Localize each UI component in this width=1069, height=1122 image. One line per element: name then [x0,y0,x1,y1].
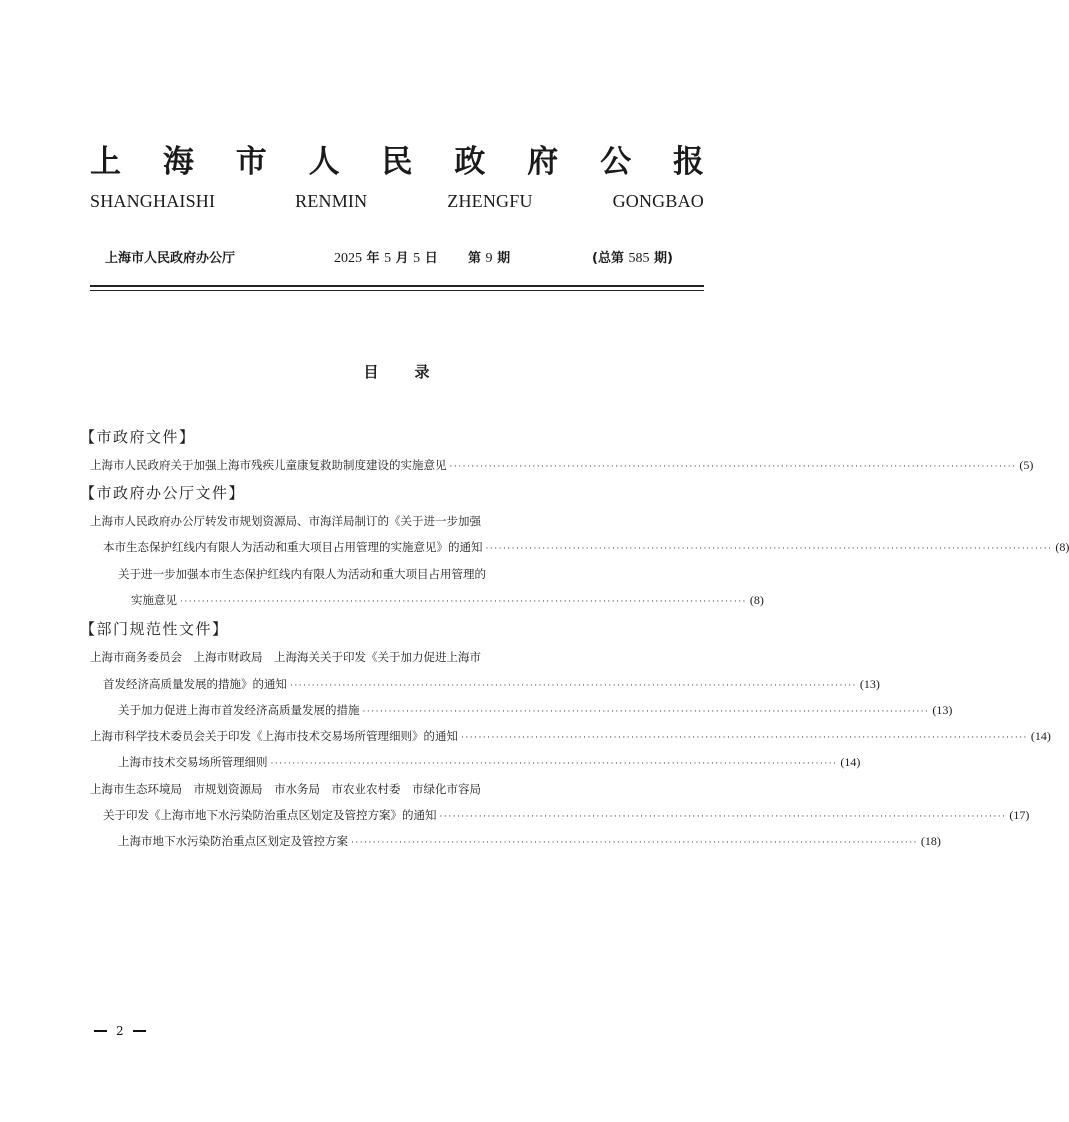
title-char: 公 [600,144,632,180]
toc-entry-text: 首发经济高质量发展的措施》的通知 [103,677,287,691]
toc-entry-page: (8) [1055,540,1069,554]
issue-date [334,249,438,269]
issue-prefix: 第 [468,251,482,266]
date-year-suffix: 年 [366,251,380,266]
leader-dots: ·································································································································· [290,681,857,691]
masthead-rule-thick [90,285,704,287]
title-char: 报 [673,144,704,180]
page-dash-right [133,1030,146,1032]
title-char: 政 [454,144,486,180]
toc-entry[interactable] [118,700,953,720]
publication-title-pinyin [90,189,704,213]
pinyin-word: RENMIN [295,191,368,211]
total-prefix: (总第 [592,251,624,266]
leader-dots: ·································································································································· [351,838,918,848]
leader-dots: ·································································································································· [461,733,1028,743]
leader-dots: ·································································································································· [362,707,930,717]
toc-entry-page: (14) [840,755,861,769]
toc-heading: 目录 [363,363,466,381]
toc-entry[interactable] [103,537,1069,557]
toc-entry[interactable] [90,455,1034,475]
pinyin-word: GONGBAO [612,191,704,211]
title-char: 海 [162,144,194,180]
leader-dots: ·································································································································· [180,597,747,607]
date-year: 2025 [334,251,362,266]
issue-suffix: 期 [497,251,511,266]
toc-entry[interactable] [118,752,861,772]
issue-number [468,249,510,269]
total-number-value: 585 [628,251,650,266]
toc-entry[interactable] [103,674,880,694]
toc-entry[interactable] [90,726,1051,746]
toc-section-title: 【市政府文件】 [80,428,196,446]
toc-entry[interactable] [103,805,1030,825]
title-char: 市 [235,144,267,180]
total-suffix: 期) [654,251,673,266]
toc-entry-text: 关于加力促进上海市首发经济高质量发展的措施 [118,703,360,717]
total-issue-number [592,249,673,269]
toc-entry-text[interactable]: 上海市生态环境局 市规划资源局 市水务局 市农业农村委 市绿化市容局 [90,782,481,796]
title-char: 府 [527,144,559,180]
leader-dots: ·································································································································· [270,759,838,769]
page-number-value: 2 [116,1024,124,1038]
publisher: 上海市人民政府办公厅 [105,251,236,266]
toc-entry-text[interactable]: 关于进一步加强本市生态保护红线内有限人为活动和重大项目占用管理的 [118,567,486,581]
toc-entry-page: (13) [859,677,880,691]
toc-entry-text: 上海市科学技术委员会关于印发《上海市技术交易场所管理细则》的通知 [90,729,458,743]
leader-dots: ·································································································································· [485,544,1053,554]
date-day-suffix: 日 [424,251,438,266]
date-day: 5 [413,251,421,266]
toc-entry[interactable] [118,831,941,851]
toc-entry-page: (18) [920,834,941,848]
issue-number-value: 9 [485,251,493,266]
leader-dots: ·································································································································· [449,462,1017,472]
toc-entry-text: 本市生态保护红线内有限人为活动和重大项目占用管理的实施意见》的通知 [103,540,483,554]
masthead-rule-thin [90,290,704,291]
toc-section-title: 【市政府办公厅文件】 [80,484,246,502]
leader-dots: ·································································································································· [439,812,1007,822]
toc-entry-page: (14) [1030,729,1051,743]
toc-entry-text[interactable]: 上海市人民政府办公厅转发市规划资源局、市海洋局制订的《关于进一步加强 [90,514,481,528]
toc-entry-text: 实施意见 [131,593,177,607]
toc-entry-page: (13) [932,703,953,717]
publication-title [90,142,704,182]
toc-entry-page: (5) [1019,458,1034,472]
toc-section-title: 【部门规范性文件】 [80,620,229,638]
title-char: 人 [308,144,340,180]
date-month: 5 [384,251,392,266]
page-number [94,1021,146,1041]
toc-entry-page: (17) [1009,808,1030,822]
toc-entry-text: 上海市技术交易场所管理细则 [118,755,268,769]
toc-entry-text: 上海市地下水污染防治重点区划定及管控方案 [118,834,348,848]
page-dash-left [94,1030,107,1032]
toc-entry-text[interactable]: 上海市商务委员会 上海市财政局 上海海关关于印发《关于加力促进上海市 [90,650,481,664]
title-char: 上 [90,144,121,180]
date-month-suffix: 月 [395,251,409,266]
toc-entry-page: (8) [749,593,764,607]
title-char: 民 [381,144,413,180]
pinyin-word: SHANGHAISHI [90,191,216,211]
pinyin-word: ZHENGFU [447,191,533,211]
toc-entry[interactable] [131,590,764,610]
toc-entry-text: 上海市人民政府关于加强上海市残疾儿童康复救助制度建设的实施意见 [90,458,447,472]
toc-entry-text: 关于印发《上海市地下水污染防治重点区划定及管控方案》的通知 [103,808,437,822]
